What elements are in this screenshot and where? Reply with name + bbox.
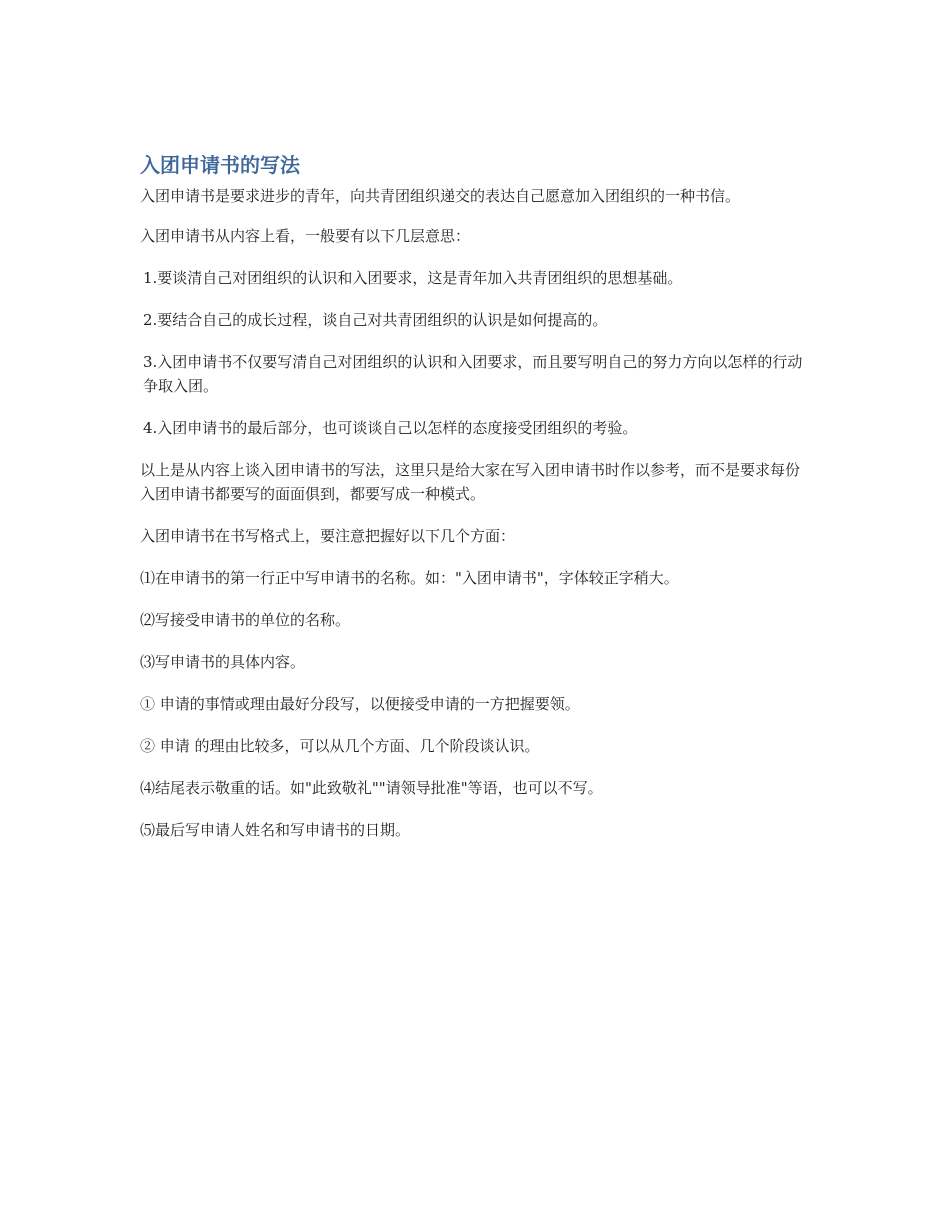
paragraph-format-4: ⑷结尾表示敬重的话。如"此致敬礼""请领导批准"等语，也可以不写。: [140, 779, 603, 797]
paragraph-format-2: ⑵写接受申请书的单位的名称。: [140, 611, 351, 629]
document-title: 入团申请书的写法: [140, 153, 300, 177]
paragraph-point-4: 4.入团申请书的最后部分，也可谈谈自己以怎样的态度接受团组织的考验。: [143, 419, 638, 437]
paragraph-format-3-sub-2: ② 申请 的理由比较多，可以从几个方面、几个阶段谈认识。: [140, 737, 540, 755]
paragraph-format-1: ⑴在申请书的第一行正中写申请书的名称。如："入团申请书"，字体较正字稍大。: [140, 569, 679, 587]
paragraph-point-2: 2.要结合自己的成长过程，谈自己对共青团组织的认识是如何提高的。: [143, 311, 608, 329]
paragraph-format-3-sub-1: ① 申请的事情或理由最好分段写，以便接受申请的一方把握要领。: [140, 695, 580, 713]
paragraph-intro: 入团申请书是要求进步的青年，向共青团组织递交的表达自己愿意加入团组织的一种书信。: [140, 187, 741, 205]
paragraph-content-overview: 入团申请书从内容上看，一般要有以下几层意思：: [140, 227, 471, 245]
paragraph-format-3: ⑶写申请书的具体内容。: [140, 653, 306, 671]
document-page: [140, 152, 812, 860]
paragraph-format-5: ⑸最后写申请人姓名和写申请书的日期。: [140, 821, 411, 839]
paragraph-point-3: 3.入团申请书不仅要写清自己对团组织的认识和入团要求，而且要写明自己的努力方向以怎样的行动争取入团。: [143, 353, 803, 395]
paragraph-point-1: 1.要谈清自己对团组织的认识和入团要求，这是青年加入共青团组织的思想基础。: [143, 269, 683, 287]
paragraph-summary: 以上是从内容上谈入团申请书的写法，这里只是给大家在写入团申请书时作以参考，而不是要求每份入团申请书都要写的面面俱到，都要写成一种模式。: [140, 461, 801, 503]
paragraph-format-overview: 入团申请书在书写格式上，要注意把握好以下几个方面：: [140, 527, 516, 545]
